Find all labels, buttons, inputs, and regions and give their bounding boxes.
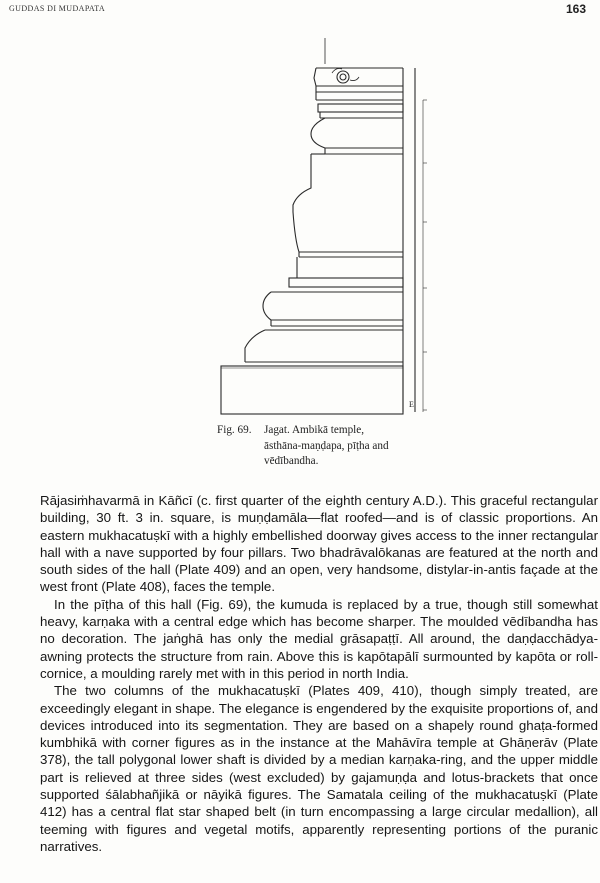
caption-line: āsthāna-maṇḍapa, pīṭha and xyxy=(264,439,389,452)
body-text xyxy=(40,492,598,855)
caption-line: vēdībandha. xyxy=(264,455,319,467)
scale-mark: E xyxy=(409,400,414,409)
page-number: 163 xyxy=(565,2,586,16)
paragraph: In the pīṭha of this hall (Fig. 69), the kumuda is replaced by a true, though still somewhat heavy, karṇaka with a central edge which has become sharper. The moulded vēdībandha has no decoration. The jaṅghā has only the medial grāsapaṭṭī. All around, the daṇḍacchādya-awning protects the structure from rain. Above this is kapōtapālī surmounted by kapōta or roll-cornice, a moulding rarely met with in this period in north India. xyxy=(40,596,598,681)
paragraph: The two columns of the mukhacatuṣkī (Plates 409, 410), though simply treated, are exceedingly elegant in shape. The elegance is engendered by the exquisite proportions of, and devices introduced into its segmentation. They are based on a shapely round ghaṭa-formed kumbhikā with corner figures as in the instance at the Mahāvīra temple at Ghāṇerāv (Plate 378), the tall polygonal lower shaft is divided by a median karṇaka-ring, and the upper middle part is relieved at three sides (west excluded) by gajamuṇḍa and lotus-brackets that once supported śālabhañjikā or nāyikā figures. The Samatala ceiling of the mukhacatuṣkī (Plate 412) has a central flat star shaped belt (in turn encompassing a large circular medallion), all teeming with figures and vegetal motifs, apparently representing portions of the puranic narratives. xyxy=(40,683,598,854)
running-head: GUDDAS DI MUDAPATA xyxy=(9,4,106,13)
caption-line: Jagat. Ambikā temple, xyxy=(264,424,365,436)
paragraph: Rājasiṁhavarmā in Kāñcī (c. first quarter of the eighth century A.D.). This graceful rectangular building, 30 ft. 3 in. square, is muṇḍamāla—flat roofed—and is of classic proportions. An eastern mukhacatuṣkī with a highly embellished doorway gives access to the inner rectangular hall with a nave supported by four pillars. Two bhadrāvalōkanas are featured at the north and south sides of the hall (Plate 409) and an open, very handsome, distylar-in-antis façade at the west front (Plate 408), faces the temple. xyxy=(40,493,598,595)
figure-caption xyxy=(217,423,477,470)
figure-number: Fig. 69. xyxy=(217,424,252,436)
figure-69-drawing xyxy=(205,30,445,420)
